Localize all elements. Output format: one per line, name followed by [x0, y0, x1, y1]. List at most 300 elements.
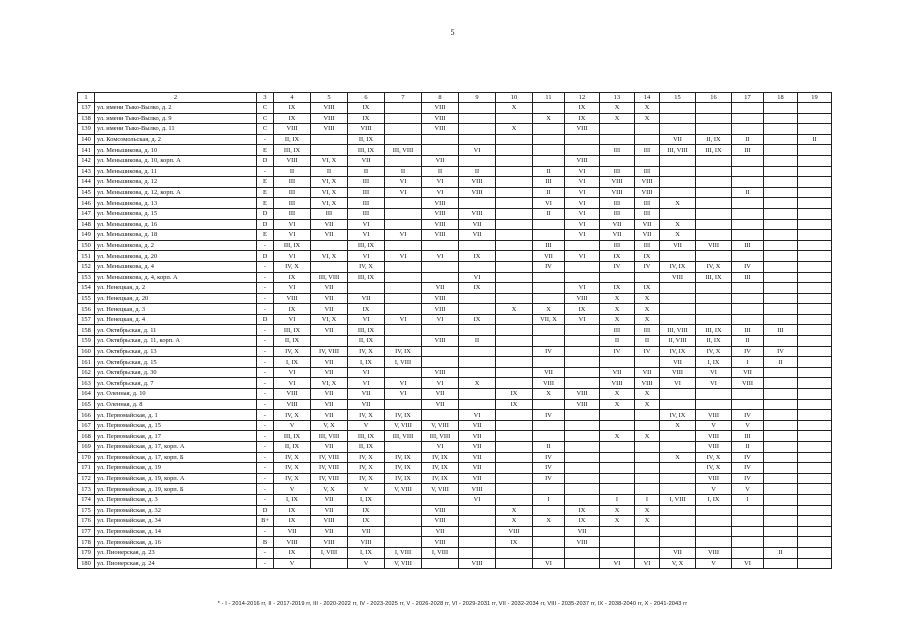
period-cell: VI [274, 251, 311, 262]
class-cell: E [257, 230, 274, 241]
period-cell [311, 336, 348, 347]
period-cell: II [732, 442, 764, 453]
period-cell: VI [565, 187, 600, 198]
period-cell: II, IX [274, 134, 311, 145]
period-cell [496, 134, 533, 145]
table-row [78, 442, 832, 453]
period-cell [732, 399, 764, 410]
period-cell: IX [274, 272, 311, 283]
period-cell [385, 283, 422, 294]
period-cell: VII [311, 389, 348, 400]
period-cell [600, 526, 635, 537]
period-cell [635, 484, 660, 495]
period-cell [696, 198, 732, 209]
period-cell: VI, X [311, 251, 348, 262]
table-row [78, 367, 832, 378]
period-cell [533, 219, 565, 230]
period-cell [385, 261, 422, 272]
period-cell: IX [635, 283, 660, 294]
period-cell [732, 155, 764, 166]
table-row [78, 420, 832, 431]
period-cell [798, 346, 832, 357]
period-cell [565, 558, 600, 569]
period-cell [385, 494, 422, 505]
class-cell: B+ [257, 516, 274, 527]
period-cell [764, 463, 798, 474]
table-row [78, 505, 832, 516]
period-cell [732, 304, 764, 315]
period-cell [635, 537, 660, 548]
period-cell [732, 505, 764, 516]
column-number-cell: 3 [257, 93, 274, 103]
period-cell [732, 208, 764, 219]
period-cell: I, VIII [311, 547, 348, 558]
period-cell [798, 314, 832, 325]
period-cell [764, 166, 798, 177]
period-cell [533, 230, 565, 241]
class-cell: - [257, 442, 274, 453]
period-cell: VI [422, 378, 459, 389]
period-cell [798, 547, 832, 558]
period-cell [798, 272, 832, 283]
period-cell [732, 537, 764, 548]
period-cell [311, 558, 348, 569]
period-cell [496, 145, 533, 156]
period-cell [565, 240, 600, 251]
period-cell: VIII [422, 219, 459, 230]
period-cell: VII, X [533, 314, 565, 325]
period-cell [565, 261, 600, 272]
period-cell: VI [696, 367, 732, 378]
period-cell: X [459, 378, 496, 389]
period-cell: V [696, 558, 732, 569]
period-cell [496, 410, 533, 421]
period-cell: IX [459, 251, 496, 262]
column-number-cell: 1 [78, 93, 95, 103]
period-cell [385, 516, 422, 527]
period-cell: IX [348, 516, 385, 527]
period-cell [764, 124, 798, 135]
table-row [78, 155, 832, 166]
period-cell [764, 410, 798, 421]
address-cell: ул. Октябрьская, д. 11 [95, 325, 257, 336]
class-cell: D [257, 505, 274, 516]
period-cell: V [348, 484, 385, 495]
period-cell: VIII [422, 230, 459, 241]
period-cell [660, 526, 696, 537]
period-cell: VI, X [311, 177, 348, 188]
column-number-cell: 12 [565, 93, 600, 103]
period-cell [565, 420, 600, 431]
period-cell: VIII [311, 516, 348, 527]
period-cell: VII [348, 399, 385, 410]
period-cell [422, 410, 459, 421]
row-number-cell: 158 [78, 325, 95, 336]
period-cell [311, 261, 348, 272]
period-cell [533, 124, 565, 135]
period-cell [533, 103, 565, 114]
period-cell: IX [459, 314, 496, 325]
row-number-cell: 178 [78, 537, 95, 548]
period-cell: V [696, 484, 732, 495]
period-cell [798, 505, 832, 516]
period-cell [660, 473, 696, 484]
period-cell [565, 336, 600, 347]
period-cell [798, 198, 832, 209]
period-cell [385, 155, 422, 166]
class-cell: - [257, 293, 274, 304]
period-cell: VIII [635, 177, 660, 188]
period-cell: I [732, 357, 764, 368]
class-cell: - [257, 463, 274, 474]
table-row [78, 166, 832, 177]
column-number-cell: 15 [660, 93, 696, 103]
period-cell: VI [274, 367, 311, 378]
period-cell [635, 134, 660, 145]
period-cell: X [635, 103, 660, 114]
period-cell [798, 124, 832, 135]
period-cell [764, 537, 798, 548]
period-cell: VIII [311, 103, 348, 114]
period-cell [732, 251, 764, 262]
period-cell: VIII [348, 537, 385, 548]
period-cell [764, 473, 798, 484]
period-cell: X [600, 505, 635, 516]
period-cell [798, 442, 832, 453]
row-number-cell: 168 [78, 431, 95, 442]
table-row [78, 452, 832, 463]
period-cell [798, 283, 832, 294]
period-cell: I, IX [696, 494, 732, 505]
period-cell: VIII [565, 293, 600, 304]
period-cell: VIII [565, 389, 600, 400]
period-cell: VIII [696, 473, 732, 484]
period-cell: VIII [696, 410, 732, 421]
row-number-cell: 169 [78, 442, 95, 453]
row-number-cell: 137 [78, 103, 95, 114]
table-row [78, 208, 832, 219]
period-cell: IV, IX [385, 452, 422, 463]
period-cell [496, 314, 533, 325]
period-cell: VI [348, 367, 385, 378]
period-cell [732, 198, 764, 209]
period-cell: IX [274, 113, 311, 124]
period-cell [600, 547, 635, 558]
period-cell: I, IX [348, 494, 385, 505]
period-cell [459, 155, 496, 166]
column-number-cell: 11 [533, 93, 565, 103]
row-number-cell: 146 [78, 198, 95, 209]
period-cell: X [533, 113, 565, 124]
period-cell: VII [533, 367, 565, 378]
period-cell [459, 113, 496, 124]
period-cell: IV, X [274, 452, 311, 463]
period-cell [459, 304, 496, 315]
period-cell: VII [600, 367, 635, 378]
period-cell: VI [385, 251, 422, 262]
period-cell [660, 283, 696, 294]
period-cell: VII [459, 463, 496, 474]
period-cell: IV, IX [385, 410, 422, 421]
period-cell: VI, X [311, 187, 348, 198]
period-cell [565, 378, 600, 389]
period-cell: VI [385, 314, 422, 325]
period-cell: IV, X [274, 261, 311, 272]
class-cell: - [257, 431, 274, 442]
period-cell: II, IX [696, 134, 732, 145]
period-cell [764, 452, 798, 463]
row-number-cell: 157 [78, 314, 95, 325]
period-cell: IV, X [348, 410, 385, 421]
address-cell: ул. Октябрьская, д. 13 [95, 346, 257, 357]
period-cell [764, 145, 798, 156]
period-cell [600, 537, 635, 548]
period-cell: VI [565, 251, 600, 262]
period-cell [635, 547, 660, 558]
address-cell: ул. Первомайская, д. 19 [95, 463, 257, 474]
period-cell [660, 166, 696, 177]
period-cell: III [732, 325, 764, 336]
period-cell [459, 124, 496, 135]
period-cell [798, 484, 832, 495]
period-cell: III, IX [274, 145, 311, 156]
period-cell: IV [533, 261, 565, 272]
period-cell: II [635, 336, 660, 347]
period-cell: VIII [422, 208, 459, 219]
period-cell [660, 399, 696, 410]
period-cell [764, 494, 798, 505]
period-cell: VI, X [311, 314, 348, 325]
period-cell [565, 145, 600, 156]
period-cell: X [533, 516, 565, 527]
period-cell [496, 166, 533, 177]
period-cell [696, 155, 732, 166]
class-cell: - [257, 134, 274, 145]
period-cell [459, 399, 496, 410]
period-cell: VIII [600, 187, 635, 198]
period-cell: VI [459, 494, 496, 505]
address-cell: ул. Меньшикова, д. 4 [95, 261, 257, 272]
period-cell: III [635, 240, 660, 251]
period-cell [764, 283, 798, 294]
period-cell: IV, X [348, 473, 385, 484]
period-cell [798, 420, 832, 431]
address-cell: ул. Октябрьская, д. 7 [95, 378, 257, 389]
row-number-cell: 162 [78, 367, 95, 378]
table-row [78, 494, 832, 505]
row-number-cell: 148 [78, 219, 95, 230]
period-cell [635, 155, 660, 166]
period-cell [660, 505, 696, 516]
period-cell: VI [660, 378, 696, 389]
period-cell: III [274, 198, 311, 209]
period-cell [732, 526, 764, 537]
period-cell: X [600, 304, 635, 315]
period-cell: VII [422, 389, 459, 400]
table-row [78, 304, 832, 315]
period-cell: VIII [635, 378, 660, 389]
period-cell: IV [732, 346, 764, 357]
table-row [78, 314, 832, 325]
period-cell [565, 272, 600, 283]
period-cell [764, 442, 798, 453]
table-row [78, 198, 832, 209]
address-cell: ул. Первомайская, д. 14 [95, 526, 257, 537]
period-cell: VIII [459, 177, 496, 188]
period-cell: X [496, 304, 533, 315]
address-cell: ул. Меньшикова, д. 13 [95, 198, 257, 209]
row-number-cell: 166 [78, 410, 95, 421]
period-cell [422, 346, 459, 357]
address-cell: ул. имени Тыко-Вылко, д. 11 [95, 124, 257, 135]
row-number-cell: 167 [78, 420, 95, 431]
period-cell: I, IX [274, 494, 311, 505]
period-cell: II [311, 166, 348, 177]
period-cell [533, 526, 565, 537]
period-cell: I [732, 494, 764, 505]
period-cell: VI [385, 230, 422, 241]
period-cell: IX [565, 505, 600, 516]
period-cell: III, VIII [660, 325, 696, 336]
period-cell [798, 357, 832, 368]
period-cell: III, VIII [660, 145, 696, 156]
period-cell: IV, VIII [311, 463, 348, 474]
period-cell [764, 155, 798, 166]
period-cell [764, 187, 798, 198]
period-cell [496, 293, 533, 304]
period-cell [798, 187, 832, 198]
period-cell: X [635, 431, 660, 442]
period-cell: IX [565, 516, 600, 527]
period-cell: IV, VIII [311, 473, 348, 484]
period-cell: III, VIII [385, 431, 422, 442]
class-cell: - [257, 304, 274, 315]
period-cell: III, IX [696, 145, 732, 156]
column-number-cell: 4 [274, 93, 311, 103]
period-cell: VIII [311, 124, 348, 135]
period-cell [533, 283, 565, 294]
period-cell: V [732, 484, 764, 495]
row-number-cell: 138 [78, 113, 95, 124]
period-cell: VI [565, 166, 600, 177]
period-cell [496, 325, 533, 336]
period-cell: V [274, 484, 311, 495]
period-cell [798, 389, 832, 400]
period-cell: IV, X [274, 463, 311, 474]
table-row [78, 431, 832, 442]
period-cell: VIII [274, 399, 311, 410]
table-header-row [78, 93, 832, 103]
period-cell: II [459, 166, 496, 177]
row-number-cell: 142 [78, 155, 95, 166]
period-cell: VII [660, 134, 696, 145]
period-cell: IV [635, 261, 660, 272]
period-cell [660, 516, 696, 527]
period-cell: III [732, 272, 764, 283]
period-cell [764, 399, 798, 410]
period-cell: VII [635, 367, 660, 378]
period-cell [565, 134, 600, 145]
period-cell: VIII [660, 367, 696, 378]
period-cell: I, VIII [422, 547, 459, 558]
period-cell [764, 314, 798, 325]
address-cell: ул. Первомайская, д. 19, корп. Б [95, 484, 257, 495]
class-cell: D [257, 155, 274, 166]
period-cell: VII [600, 219, 635, 230]
period-cell [696, 208, 732, 219]
period-cell: III [635, 198, 660, 209]
period-cell: VI [422, 251, 459, 262]
period-cell: X [600, 516, 635, 527]
period-cell: III, IX [274, 240, 311, 251]
table-row [78, 134, 832, 145]
period-cell [385, 325, 422, 336]
address-cell: ул. Меньшикова, д. 20 [95, 251, 257, 262]
period-cell [533, 431, 565, 442]
period-cell [496, 230, 533, 241]
period-cell [764, 103, 798, 114]
address-cell: ул. Ненецкая, д. 4 [95, 314, 257, 325]
period-cell [600, 442, 635, 453]
period-cell: V, VIII [422, 420, 459, 431]
period-cell: III, VIII [385, 145, 422, 156]
period-cell [660, 103, 696, 114]
period-cell [459, 261, 496, 272]
column-number-cell: 9 [459, 93, 496, 103]
period-cell: X [635, 505, 660, 516]
period-cell: III [348, 208, 385, 219]
period-cell [496, 155, 533, 166]
period-cell [600, 357, 635, 368]
period-cell: VI [565, 314, 600, 325]
period-cell [565, 325, 600, 336]
period-cell [496, 367, 533, 378]
period-cell [533, 145, 565, 156]
period-cell: VI [533, 558, 565, 569]
period-cell: I [533, 494, 565, 505]
period-cell [459, 367, 496, 378]
period-cell: VI [732, 558, 764, 569]
address-cell: ул. Меньшикова, д. 2 [95, 240, 257, 251]
table-row [78, 378, 832, 389]
period-cell: II [422, 166, 459, 177]
row-number-cell: 160 [78, 346, 95, 357]
period-cell: III [600, 145, 635, 156]
table-row [78, 357, 832, 368]
period-cell: I, VIII [660, 494, 696, 505]
period-cell: VI, X [311, 198, 348, 209]
address-cell: ул. Меньшикова, д. 4, корп. А [95, 272, 257, 283]
period-cell: IV [732, 452, 764, 463]
period-cell: II, IX [348, 134, 385, 145]
period-cell: II [533, 442, 565, 453]
period-cell [732, 389, 764, 400]
address-cell: ул. Октябрьская, д. 11, корп. А [95, 336, 257, 347]
period-cell [732, 124, 764, 135]
period-cell [496, 494, 533, 505]
period-cell: VII [311, 304, 348, 315]
period-cell: VII [274, 526, 311, 537]
period-cell [764, 378, 798, 389]
period-cell [496, 198, 533, 209]
period-cell: II [533, 166, 565, 177]
table-row [78, 336, 832, 347]
period-cell: VI, X [311, 155, 348, 166]
row-number-cell: 156 [78, 304, 95, 315]
period-cell [660, 187, 696, 198]
address-cell: ул. Меньшикова, д. 15 [95, 208, 257, 219]
period-cell: IX [348, 505, 385, 516]
